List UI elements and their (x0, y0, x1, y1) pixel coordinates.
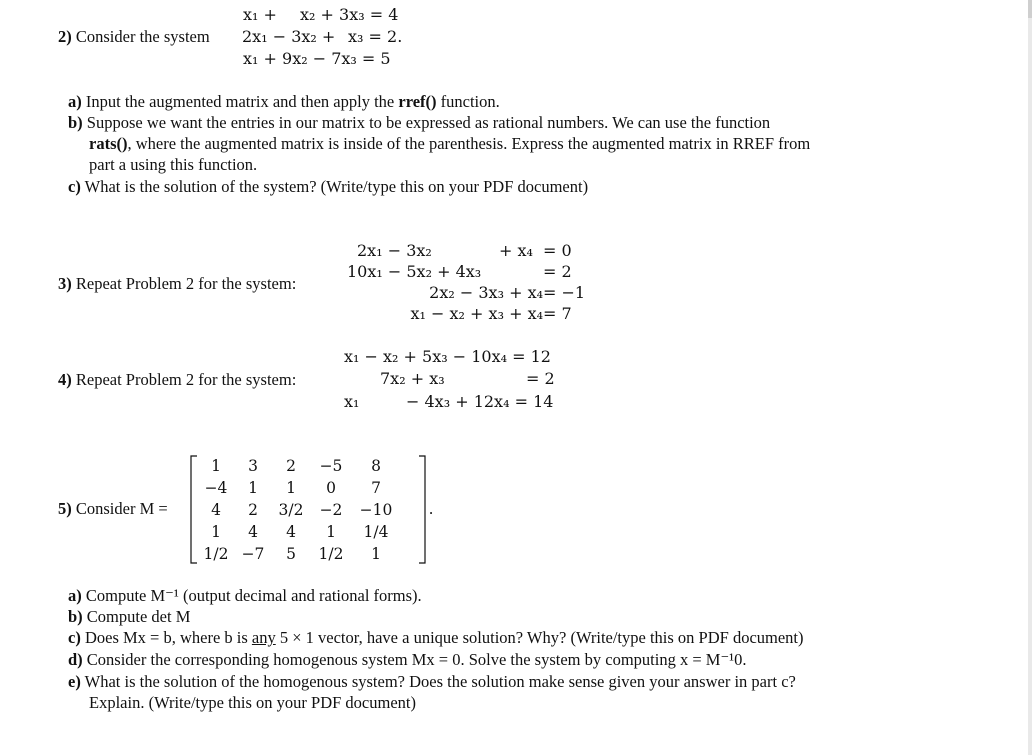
p5-e-line1: What is the solution of the homogenous system? Does the solution make sense given your answer in part c? (84, 672, 796, 691)
p5-heading (58, 499, 168, 519)
p2-part-b-line1 (68, 113, 770, 133)
m-cell: 7 (371, 479, 381, 497)
p5-part-a (68, 586, 422, 606)
m-cell: −10 (359, 501, 393, 519)
p3-r1-lhs: 2x₁ − 3x₂ (357, 241, 432, 260)
p3-r3-rhs: = −1 (543, 283, 586, 302)
p2-eq3: x₁ + 9x₂ − 7x₃ = 5 (243, 49, 391, 68)
p3-r2-rhs: = 2 (543, 262, 572, 281)
p2-a-label: a) (68, 92, 82, 111)
p5-prompt: Consider M = (75, 499, 168, 518)
m-cell: 3 (248, 457, 258, 475)
p5-c-pre: Does Mx = b, where b is (84, 628, 252, 647)
p2-part-b-line2 (89, 134, 810, 154)
m-cell: 1 (371, 545, 381, 563)
p5-c-post: 5 × 1 vector, have a unique solution? Why? (Write/type this on PDF document) (275, 628, 804, 647)
m-cell: 4 (211, 501, 221, 519)
p3-r2-lhs: 10x₁ − 5x₂ + 4x₃ (347, 262, 482, 281)
p2-a-post: function. (436, 92, 500, 111)
m-cell: −2 (319, 501, 343, 519)
p5-number: 5) (58, 499, 72, 518)
m-cell: 8 (371, 457, 381, 475)
scrollbar-thumb[interactable] (1028, 0, 1032, 18)
p5-c-underlined: any (251, 628, 276, 647)
p2-b-label: b) (68, 113, 83, 132)
matrix-grid (196, 455, 402, 565)
m-cell: 2 (248, 501, 258, 519)
p2-a-pre: Input the augmented matrix and then apply the (85, 92, 399, 111)
p2-eq1-right: x₂ + 3x₃ = 4 (300, 5, 399, 24)
p4-r2-lhs: 7x₂ + x₃ (380, 369, 445, 388)
m-cell: 2 (286, 457, 296, 475)
p3-r2-x4 (499, 261, 543, 282)
m-cell: 1/2 (318, 545, 344, 563)
m-cell: 4 (286, 523, 296, 541)
p5-part-e-line2: Explain. (Write/type this on your PDF document) (89, 693, 416, 712)
p3-number: 3) (58, 274, 72, 293)
p2-part-a (68, 92, 500, 112)
p3-r3-lhs: 2x₂ − 3x₃ + x₄ (429, 283, 543, 302)
p4-prompt: Repeat Problem 2 for the system: (75, 370, 297, 389)
p4-r1-rhs: = 12 (512, 347, 551, 366)
p3-r1-x4: + x₄ (499, 241, 533, 260)
p2-prompt: Consider the system (75, 27, 210, 46)
p2-heading (58, 27, 210, 47)
m-cell: 1/4 (363, 523, 389, 541)
p4-r2-rhs: = 2 (526, 369, 555, 388)
p5-d-label: d) (68, 650, 83, 669)
m-cell: 1 (211, 523, 221, 541)
p2-eq1-left: x₁ + (243, 5, 277, 24)
p5-d-text: Consider the corresponding homogenous system Mx = 0. Solve the system by computing x = M⁻¹0. (86, 650, 747, 669)
p4-number: 4) (58, 370, 72, 389)
p2-eq2-left: 2x₁ − 3x₂ + (242, 27, 336, 46)
p5-part-d (68, 650, 746, 670)
p2-b-line1: Suppose we want the entries in our matrix to be expressed as rational numbers. We can use the function (86, 113, 771, 132)
m-cell: 1/2 (203, 545, 229, 563)
p3-prompt: Repeat Problem 2 for the system: (75, 274, 297, 293)
m-cell: −4 (204, 479, 228, 497)
p2-c-text: What is the solution of the system? (Write/type this on your PDF document) (84, 177, 589, 196)
p4-r1-lhs: x₁ − x₂ + 5x₃ − 10x₄ (344, 347, 508, 366)
p2-part-c (68, 177, 588, 197)
m-cell: 1 (286, 479, 296, 497)
p5-a-text: Compute M⁻¹ (output decimal and rational forms). (85, 586, 422, 605)
p5-b-text: Compute det M (86, 607, 191, 626)
p3-system (347, 240, 593, 324)
m-cell: 1 (211, 457, 221, 475)
p2-a-bold: rref() (398, 92, 437, 111)
p2-part-b-line3: part a using this function. (89, 155, 258, 174)
m-cell: 4 (248, 523, 258, 541)
p2-c-label: c) (68, 177, 81, 196)
p3-r4-rhs: = 7 (543, 304, 572, 323)
p4-r3-lhs: x₁ (344, 392, 360, 411)
matrix-period: . (429, 499, 434, 518)
m-cell: 5 (286, 545, 296, 563)
p5-c-label: c) (68, 628, 81, 647)
p5-e-label: e) (68, 672, 81, 691)
m-cell: 1 (248, 479, 258, 497)
m-cell: 0 (326, 479, 336, 497)
p4-r1 (344, 347, 551, 366)
p3-r1-rhs: = 0 (543, 241, 572, 260)
m-cell: −7 (241, 545, 265, 563)
p3-heading (58, 274, 296, 294)
right-bracket (418, 451, 428, 567)
m-cell: 1 (326, 523, 336, 541)
p2-b-line2: , where the augmented matrix is inside of the parenthesis. Express the augmented matrix in RREF from (127, 134, 811, 153)
p2-eq2-right: x₃ = 2. (348, 27, 403, 46)
p4-r3-rhs: − 4x₃ + 12x₄ = 14 (406, 392, 554, 411)
p3-r4-lhs: x₁ − x₂ + x₃ + x₄ (410, 304, 543, 323)
m-cell: −5 (319, 457, 343, 475)
p5-b-label: b) (68, 607, 83, 626)
p5-part-e-line1 (68, 672, 796, 692)
p5-part-b (68, 607, 190, 627)
p2-number: 2) (58, 27, 72, 46)
matrix-m (188, 451, 428, 567)
vertical-scrollbar[interactable] (1028, 0, 1032, 755)
m-cell: 3/2 (278, 501, 304, 519)
p4-heading (58, 370, 296, 390)
p5-a-label: a) (68, 586, 82, 605)
p5-part-c (68, 628, 804, 648)
p2-b-bold: rats() (89, 134, 128, 153)
